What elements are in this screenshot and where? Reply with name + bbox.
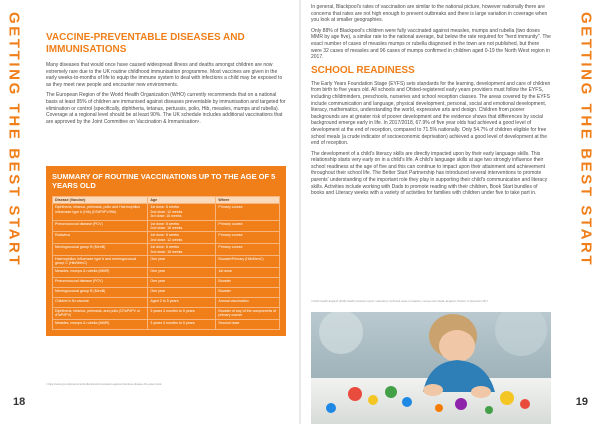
cell-age: 1st dose: 8 weeks 2nd dose: 16 weeks <box>148 220 216 232</box>
table-row <box>53 256 280 268</box>
table-row <box>53 319 280 329</box>
paragraph: The European Region of the World Health Organization (WHO) currently recommends that on a national basis at least 95% of children are immunised against diseases preventable by immunisation and targeted for elimination or control (specifically, diphtheria, tetanus, pertussis, polio, Hib, measles, mumps and rubella). Coverage at a regional level should be at least 90%. The UK schedule includes additional vaccinations that are approved by the Joint Committee on Vaccination & Immunisation¹. <box>46 92 286 125</box>
cell-age: One year <box>148 277 216 287</box>
right-content <box>311 4 551 201</box>
cell-where: Booster <box>216 277 280 287</box>
child-playing-photo <box>311 312 551 424</box>
table-row <box>53 277 280 287</box>
cell-disease: Diphtheria, tetanus, pertussis, and polio (DTaP/IPV or dTaP/IPV) <box>53 307 148 319</box>
paragraph: Only 88% of Blackpool's children were fully vaccinated against measles, mumps and rubella (two doses MMR by age five), a similar rate to the national average, but below the rate required for "herd immunity". The exact number of cases of measles mumps or rubella diagnosed in the town are not published, but there were 32 cases of measles and 96 cases of mumps confirmed in children aged 0-19 the North West region in 2017. <box>311 27 551 61</box>
column-header-where: Where <box>216 197 280 204</box>
cell-where: Booster <box>216 287 280 297</box>
cell-disease: Measles, mumps & rubella (MMR) <box>53 267 148 277</box>
cell-disease: Measles, mumps & rubella (MMR) <box>53 319 148 329</box>
cell-disease: Pneumococcal disease (PCV) <box>53 220 148 232</box>
section-heading-school-readiness: SCHOOL READINESS <box>311 64 415 76</box>
cell-disease: Meningococcal group B (MenB) <box>53 287 148 297</box>
footnote-right: ² Public Health England (2018) Health protection report: Laboratory confirmed cases of measles, mumps and rubella, England: October to December 2017 <box>311 300 489 303</box>
paragraph: In general, Blackpool's rates of vaccination are similar to the national picture, however nationally there are concerns that rates are not high enough to prevent outbreaks and there is large variation in coverage when you look at smaller geographies. <box>311 4 548 24</box>
cell-where: Primary course <box>216 232 280 244</box>
cell-age: 3 years 4 months to 5 years <box>148 319 216 329</box>
cell-where: Second dose <box>216 319 280 329</box>
section-banner-right <box>572 12 600 268</box>
cell-where: Primary course <box>216 244 280 256</box>
paragraph: Many diseases that would once have caused widespread illness and deaths amongst children are now extremely rare due to the UK routine childhood immunisation programme. Most vaccines are given in the early weeks-to-months of life to equip the immune system to deal with infections a child may be exposed to as they meet new people and encounter new environments. <box>46 62 283 88</box>
cell-disease: Pneumococcal disease (PCV) <box>53 277 148 287</box>
cell-age: 1st dose: 8 weeks 2nd dose: 12 weeks 3rd dose: 16 weeks <box>148 204 216 220</box>
cell-age: One year <box>148 267 216 277</box>
vaccination-table <box>52 196 280 330</box>
cell-where: Primary course <box>216 204 280 220</box>
cell-age: 3 years 4 months to 5 years <box>148 307 216 319</box>
cell-disease: Children's flu vaccine <box>53 297 148 307</box>
column-header-age: Age <box>148 197 216 204</box>
cell-age: One year <box>148 256 216 268</box>
table-row <box>53 297 280 307</box>
paragraph: The development of a child's literacy skills are directly impacted upon by their early language skills. This relationship starts very early on in a child's life. A child's language skills at age two strongly influence their school readiness at the age of five and this can continue to impact upon their attainment and achievement throughout their school life. The Better Start Partnership has introduced several interventions to promote parents' understanding of the important role they play in supporting their child's communication and literacy skills. Activities include working with Dads to promote reading with their children, Book Start bundles of books and Literacy weeks with a variety of activities for families with children under five to take part in. <box>311 150 548 197</box>
cell-disease: Rotavirus <box>53 232 148 244</box>
paragraph: The Early Years Foundation Stage (EYFS) sets standards for the learning, development and care of children from birth to five years old. All schools and Ofsted-registered early years providers must follow the EYFS, including childminders, preschools, nurseries and school reception classes. The areas covered by the EYFS include communication and language, physical development, personal, social and emotional development, literacy, mathematics, understanding the world, expressive arts and design. Children from poorer backgrounds are at greater risk of poorer development and the evidence shows that differences by social background emerge early in life. In 2017/2018, 67.9% of five year olds had achieved a good level of development at the end of reception, compared to 71.5% nationally. Only 54.7% of children eligible for free school meals (a crude indicator of socioeconomic deprivation) achieved a good level of development at the end of reception. <box>311 80 551 147</box>
table-row <box>53 232 280 244</box>
vaccination-table-title: SUMMARY OF ROUTINE VACCINATIONS UP TO THE AGE OF 5 YEARS OLD <box>52 172 276 190</box>
cell-where: Primary course <box>216 220 280 232</box>
page-number-left: 18 <box>13 396 26 408</box>
table-row <box>53 244 280 256</box>
table-row <box>53 307 280 319</box>
cell-age: Aged 2 to 5 years <box>148 297 216 307</box>
cell-age: One year <box>148 287 216 297</box>
cell-where: Booster of any of the components of primary course <box>216 307 280 319</box>
table-row <box>53 204 280 220</box>
cell-disease: Diphtheria, tetanus, pertussis, polio and Haemophilus influenzae type b (Hib) (DTaP/IPV/Hib) <box>53 204 148 220</box>
table-row <box>53 220 280 232</box>
cell-disease: Meningococcal group B (MenB) <box>53 244 148 256</box>
page-number-right: 19 <box>575 396 588 408</box>
vaccination-table-body <box>53 204 280 329</box>
left-page <box>0 0 299 424</box>
table-header-row <box>53 197 280 204</box>
cell-age: 1st dose: 8 weeks 2nd dose: 16 weeks <box>148 244 216 256</box>
section-banner-text: GETTING THE BEST START <box>577 12 595 268</box>
table-row <box>53 287 280 297</box>
cell-where: 1st dose <box>216 267 280 277</box>
right-page <box>301 0 600 424</box>
cell-disease: Haemophilus influenzae type b and meningococcal group C (Hib/MenC) <box>53 256 148 268</box>
photo-illustration <box>311 312 551 424</box>
section-heading-vaccines: VACCINE-PREVENTABLE DISEASES AND IMMUNISATIONS <box>46 32 245 55</box>
cell-where: Annual vaccination <box>216 297 280 307</box>
table-row <box>53 267 280 277</box>
column-header-disease: Disease (Vaccine) <box>53 197 148 204</box>
footnote-left: ¹ https://www.gov.uk/government/collections/immunisation-against-infectious-disease-the-green-book <box>46 383 162 386</box>
section-banner-text: GETTING THE BEST START <box>5 12 23 268</box>
vaccination-summary-box <box>46 166 286 336</box>
section-banner-left <box>0 12 28 268</box>
cell-age: 1st dose: 8 weeks 2nd dose: 12 weeks <box>148 232 216 244</box>
cell-where: Booster/Primary (Hib/MenC) <box>216 256 280 268</box>
left-content <box>46 32 286 129</box>
